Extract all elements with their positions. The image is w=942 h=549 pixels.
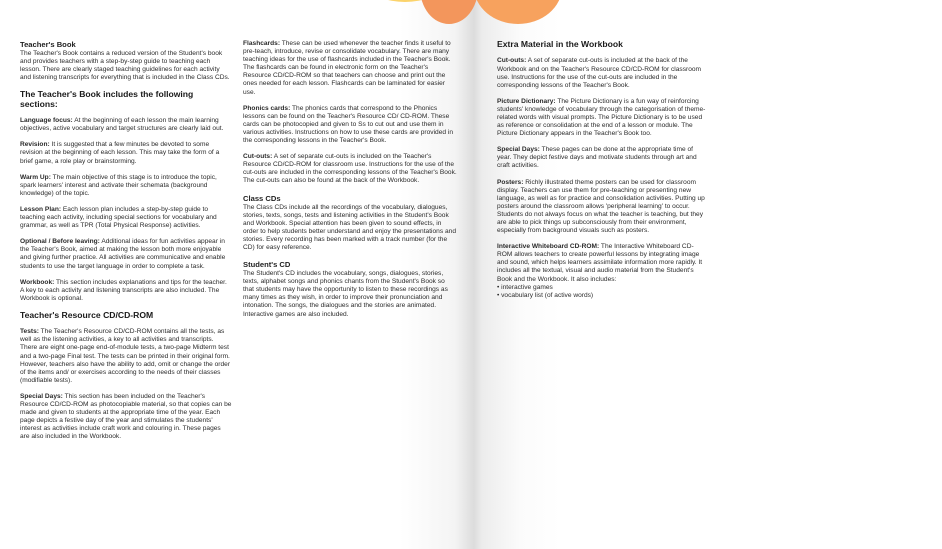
- section-title: Teacher's Book: [20, 40, 76, 49]
- item-warm-up: Warm Up: The main objective of this stage is to introduce the topic, spark learners' interest and activate their schemata (background knowledge) of the topic.: [20, 173, 217, 197]
- item-phonics-cards: Phonics cards: The phonics cards that correspond to the Phonics lessons can be found on the Teacher's Resource CD/ CD-ROM. These cards can be photocopied and given to Ss to cut out and use them in various activities. Instructions on how to use these cards are provided in the corresponding lessons in the Teacher's Book.: [243, 104, 454, 145]
- item-flashcards: Flashcards: These can be used whenever the teacher finds it useful to pre-teach, introduce, revise or consolidate vocabulary. There are many teaching ideas for the use of flashcards included in the Teacher's Book. The flashcards can be found in electronic form on the Teacher's Resource CD/CD-ROM so that teachers can choose and print out the ones needed for each lesson. Flashcards can be laminated for easier use.: [243, 40, 451, 96]
- section-title: Class CDs: [243, 193, 281, 203]
- item-tests: Tests: The Teacher's Resource CD/CD-ROM contains all the tests, as well as the listening activities, a key to all activities and transcripts. There are eight one-page end-of-module tests, a two-page Midterm test and a two-page Final test. The tests can be printed in their original form. However, teachers also have the ability to add, omit or change the order of the items and/ or exercises according to the needs of their classes (modifiable tests).: [20, 328, 231, 384]
- item-interactive-whiteboard: Interactive Whiteboard CD-ROM: The Interactive Whiteboard CD-ROM allows teachers to create powerful lessons by integrating image and sound, which helps learners assimilate information more rapidly. It includes all the textual, visual and audio material from the Student's Book and the Workbook. It also includes: • interactive games • vocabulary list (of active words): [497, 243, 709, 300]
- section-text: The Student's CD includes the vocabulary, songs, dialogues, stories, texts, alphabet songs and phonics chants from the Student's Book so that students may have the opportunity to listen to these recordings as many times as they wish, in order to improve their pronunciation and intonation. The songs, the dialogues and the stories are animated. Interactive games are also included.: [243, 270, 448, 318]
- item-cut-outs: Cut-outs: A set of separate cut-outs is included on the Teacher's Resource CD/CD-ROM for classroom use. Instructions for the use of the cut-outs are included in the corresponding lessons of the Teacher's Book. The cut-outs can also be found at the back of the Workbook.: [243, 153, 457, 185]
- section-text: The Class CDs include all the recordings of the vocabulary, dialogues, stories, texts, songs, tests and listening activities in the Student's Book and Workbook. Special attention has been given to sound effects, in order to help students better understand and enjoy the presentations and stories. Every recording has been marked with a track number (for the CD) for easy reference.: [243, 203, 456, 251]
- item-picture-dictionary: Picture Dictionary: The Picture Dictionary is a fun way of reinforcing students' knowledge of vocabulary through the categorisation of theme-related words with visual prompts. The Picture Dictionary is to be used as reference or consolidation at the end of a lesson or module. The Picture Dictionary appears in the Teacher's Book too.: [497, 97, 706, 138]
- item-revision: Revision: It is suggested that a few minutes be devoted to some revision at the beginning of each lesson. This may take the form of a brief game, a role play or brainstorming.: [20, 141, 220, 165]
- item-posters: Posters: Richly illustrated theme posters can be used for classroom display. Teachers can use them for pre-teaching or presenting new language, as well as for practice and consolidation activities. Putting up posters around the classroom allows 'peripheral learning' to occur. Students do not always focus on what the teacher is teaching, but they are able to pick things up subconsciously from their environment, especially from background visuals such as posters.: [497, 178, 705, 235]
- list-item: • vocabulary list (of active words): [497, 291, 594, 299]
- teachers-book-section: [20, 40, 232, 82]
- item-optional: Optional / Before leaving: Additional ideas for fun activities appear in the Teacher's Book, aimed at making the lesson both more enjoyable and giving further practice. All activities are communicative and enable students to use the target language in order to complete a task.: [20, 238, 226, 270]
- item-language-focus: Language focus: At the beginning of each lesson the main learning objectives, active vocabulary and target structures are clearly laid out.: [20, 117, 224, 133]
- section-text: The Teacher's Book contains a reduced version of the Student's book and provides teachers with a step-by-step guide to teaching each lesson. There are clearly staged teaching guidelines for each activity and listening transcripts for everything that is included in the Class CDs.: [20, 50, 230, 82]
- item-special-days: Special Days: These pages can be done at the appropriate time of year. They depict festive days and motivate students through art and craft activities.: [497, 146, 697, 170]
- left-column: [20, 40, 232, 450]
- middle-column: [243, 40, 457, 327]
- list-item: • interactive games: [497, 283, 553, 291]
- decorative-shape: [420, 0, 478, 24]
- extra-material-heading: Extra Material in the Workbook: [497, 39, 623, 49]
- students-cd-section: [243, 260, 457, 319]
- item-lesson-plan: Lesson Plan: Each lesson plan includes a step-by-step guide to teaching each activity, including special sections for vocabulary and grammar, as well as TPR (Total Physical Response) activities.: [20, 205, 217, 230]
- item-special-days: Special Days: This section has been included on the Teacher's Resource CD/CD-ROM as photocopiable material, so that copies can be made and given to students at the appropriate time of the year. Each page depicts a festive day of the year and stimulates the students' interest as activities include craft work and colouring in. These pages are also included in the Workbook.: [20, 392, 232, 441]
- item-cut-outs: Cut-outs: A set of separate cut-outs is included at the back of the Workbook and on the Teacher's Resource CD/CD-ROM for classroom use. Instructions for the use of the cut-outs are included in the corresponding lessons of the Teacher's Book.: [497, 57, 702, 89]
- decorative-shape: [474, 0, 562, 24]
- sections-heading: The Teacher's Book includes the following sections:: [20, 89, 194, 109]
- includes-list: [497, 284, 709, 300]
- item-workbook: Workbook: This section includes explanations and tips for the teacher. A key to each activity and listening transcripts are also included. The Workbook is optional.: [20, 278, 227, 302]
- class-cds-section: [243, 194, 457, 253]
- right-column: [497, 40, 709, 308]
- resource-heading: Teacher's Resource CD/CD-ROM: [20, 309, 154, 320]
- section-title: Student's CD: [243, 260, 291, 270]
